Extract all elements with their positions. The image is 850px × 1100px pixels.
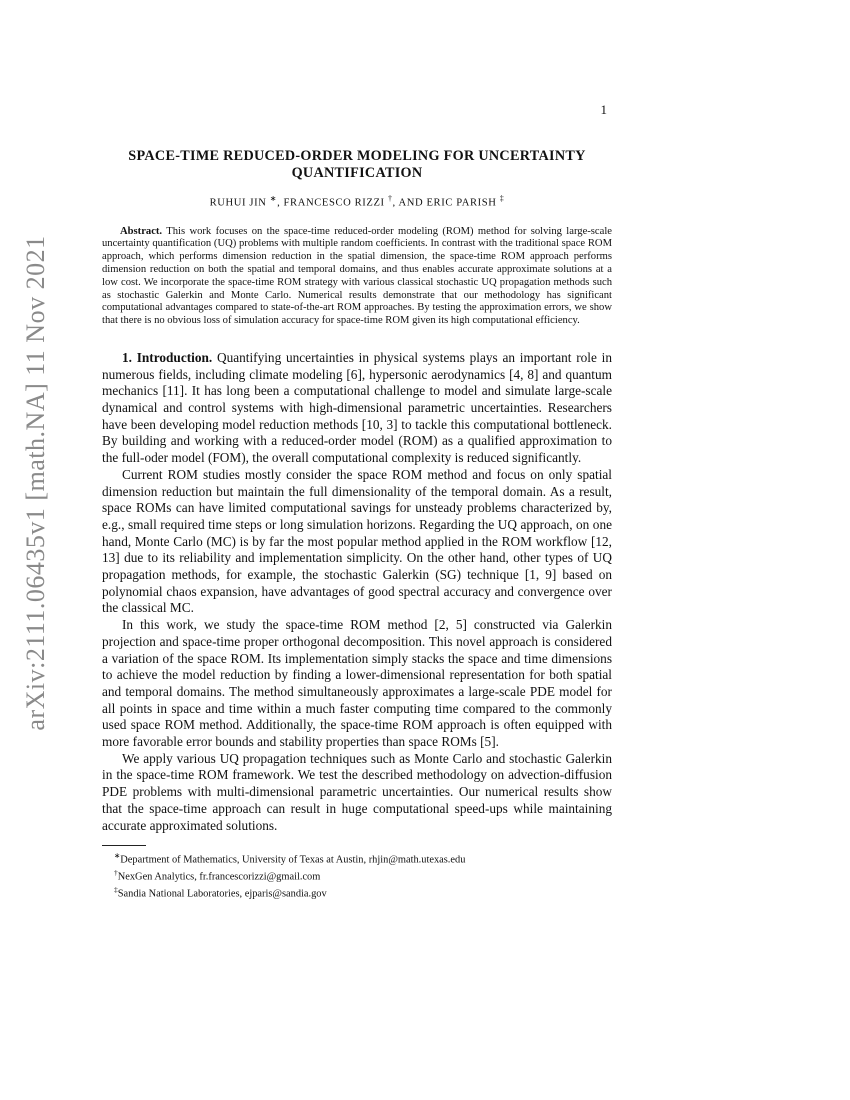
footnote-2-mark: † <box>114 868 118 878</box>
footnote-1 <box>102 850 612 867</box>
author-2-mark: † <box>387 194 393 203</box>
paper-title: SPACE-TIME REDUCED-ORDER MODELING FOR UNCERTAINTY QUANTIFICATION <box>128 148 586 181</box>
intro-paragraph-1-text: Quantifying uncertainties in physical systems plays an important role in numerous fields, including climate modeling [6], hypersonic aerodynamics [4, 8] and quantum mechanics [11]. It has long been a computational challenge to model and simulate large-scale dynamical and control systems with high-dimensional parametric uncertainties. Researchers have been developing model reduction methods [10, 3] to tackle this computational bottleneck. By building and working with a reduced-order model (ROM) as a qualified approximation to the full-oder model (FOM), the overall computational complexity is reduced significantly. <box>102 349 612 466</box>
footnotes <box>102 850 612 901</box>
footnote-rule <box>102 845 146 846</box>
author-2: , FRANCESCO RIZZI <box>277 197 385 209</box>
abstract <box>102 226 612 328</box>
abstract-label: Abstract. <box>120 225 163 237</box>
author-3-mark: ‡ <box>499 194 505 203</box>
intro-paragraph-2: Current ROM studies mostly consider the space ROM method and focus on only spatial dimension reduction but maintain the full dimensionality of the temporal domain. As a result, space ROMs can have limited computational savings for unsteady problems characterized by, e.g., small required time steps or long simulation horizons. Regarding the UQ approach, on one hand, Monte Carlo (MC) is by far the most popular method applied in the ROM workflow [12, 13] due to its reliability and implementation simplicity. On the other hand, other types of UQ propagation methods, for example, the stochastic Galerkin (SG) technique [1, 9] based on polynomial chaos expansion, have advantages of good spectral accuracy and convergence over the classical MC. <box>102 466 612 616</box>
abstract-text: This work focuses on the space-time reduced-order modeling (ROM) method for solving large-scale uncertainty quantification (UQ) problems with multiple random coefficients. In contrast with the traditional space ROM approach, which performs dimension reduction in the spatial dimension, the space-time ROM approach performs dimension reduction on both the spatial and temporal domains, and thus enables accurate approximate solutions at a low cost. We incorporate the space-time ROM strategy with various classical stochastic UQ propagation methods such as stochastic Galerkin and Monte Carlo. Numerical results demonstrate that our methodology has significant computational advantages compared to state-of-the-art ROM approaches. By testing the approximation errors, we show that there is no obvious loss of simulation accuracy for space-time ROM given its high computational efficiency. <box>102 225 612 327</box>
intro-paragraph-4: We apply various UQ propagation techniques such as Monte Carlo and stochastic Galerkin in the space-time ROM framework. We test the described methodology on advection-diffusion PDE problems with multi-dimensional parametric uncertainties. Our numerical results show that the space-time approach can result in huge computational speed-ups while maintaining accurate approximated solutions. <box>102 750 612 833</box>
author-1: RUHUI JIN <box>209 197 267 209</box>
section-introduction <box>102 350 612 834</box>
footnote-1-mark: ∗ <box>114 851 121 861</box>
paper-page <box>102 148 612 901</box>
intro-paragraph-1 <box>102 350 612 467</box>
footnote-2-text: NexGen Analytics, fr.francescorizzi@gmail.com <box>117 871 321 883</box>
footnote-1-text: Department of Mathematics, University of Texas at Austin, rhjin@math.utexas.edu <box>120 854 466 866</box>
author-1-mark: ∗ <box>269 194 278 203</box>
intro-paragraph-3: In this work, we study the space-time ROM method [2, 5] constructed via Galerkin projection and space-time proper orthogonal decomposition. This novel approach is considered a variation of the space ROM. Its implementation simply stacks the space and time dimensions to achieve the model reduction by finding a lower-dimensional representation for both spatial and temporal domains. The method simultaneously approximates a large-scale PDE model for all points in space and time within a much faster computing time compared to the commonly used space ROM method. Additionally, the space-time ROM approach is often equipped with more favorable error bounds and stability properties than space ROMs [5]. <box>102 617 612 750</box>
author-line <box>102 194 612 209</box>
arxiv-side-stamp <box>16 235 56 731</box>
author-3: , AND ERIC PARISH <box>392 197 497 209</box>
section-heading: 1. Introduction. <box>122 349 213 365</box>
footnote-3-mark: ‡ <box>114 885 118 895</box>
footnote-3-text: Sandia National Laboratories, ejparis@sandia.gov <box>117 888 327 900</box>
footnote-2 <box>102 867 612 884</box>
page-number: 1 <box>600 102 607 117</box>
arxiv-identifier: arXiv:2111.06435v1 [math.NA] 11 Nov 2021 <box>21 235 50 731</box>
footnote-3 <box>102 884 612 901</box>
